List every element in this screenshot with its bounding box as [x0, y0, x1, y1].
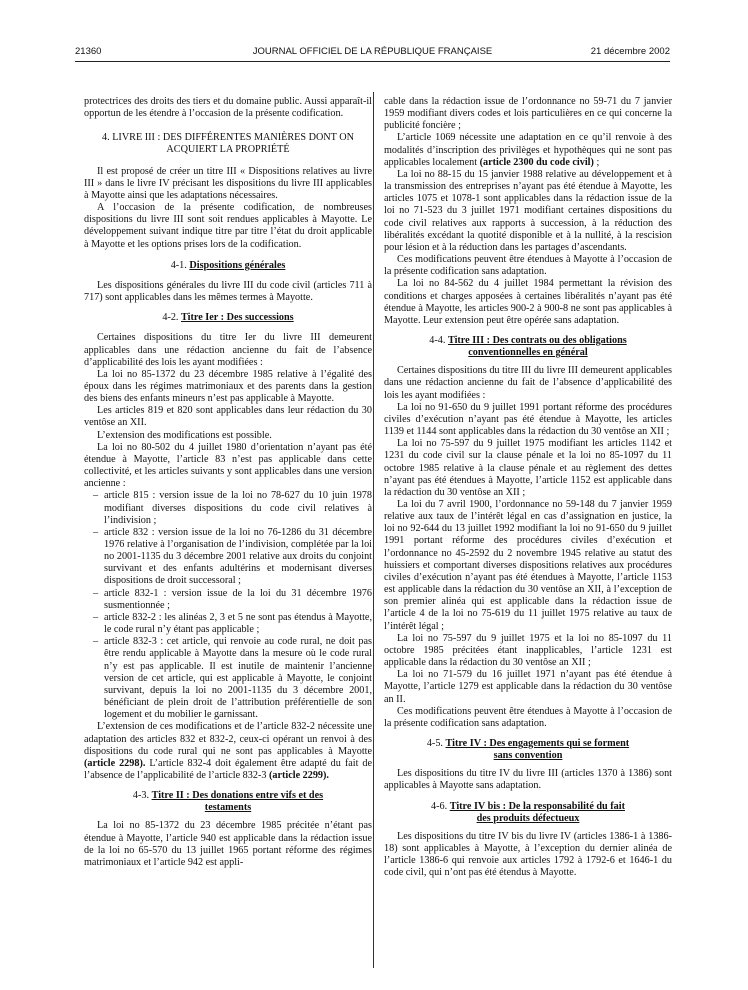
section-title: Titre III : Des contrats ou des obligations conventionnelles en général: [447, 334, 627, 359]
section-heading-4-5: [424, 738, 632, 762]
paragraph: La loi no 85-1372 du 23 décembre 1985 précitée n’étant pas étendue à Mayotte, l’article 940 est applicable dans la rédaction issue de la loi no 65-570 du 13 juillet 1965 portant réforme des régimes matrimoniaux et l’article 942 est appli-: [84, 820, 372, 868]
article-ref: (article 2298).: [84, 757, 146, 769]
section-number: 4-6.: [431, 800, 448, 812]
paragraph: La loi no 88-15 du 15 janvier 1988 relative au développement et à la transmission des entreprises n’ayant pas été étendue à Mayotte, les articles 1075 et 1078-1 sont applicables dans la rédaction issue de la loi no 71-523 du 3 juillet 1971 modifiant certaines dispositions du code civil relatives aux rapports à succession, à la réduction des libéralités excédant la quotité disponible et à la nullité, à la rescision pour lésion et à la réduction dans les partages d’ascendants.: [384, 168, 672, 253]
paragraph: protectrices des droits des tiers et du domaine public. Aussi apparaît-il opportun de les étendre à l’occasion de la présente codification.: [84, 96, 372, 120]
article-ref: (article 2300 du code civil): [479, 156, 594, 168]
paragraph: Les dispositions du titre IV du livre III (articles 1370 à 1386) sont applicables à Mayotte sans adaptation.: [384, 768, 672, 792]
paragraph: L’extension des modifications est possible.: [97, 429, 272, 441]
paragraph: Certaines dispositions du titre Ier du livre III demeurent applicables dans une rédaction ancienne du fait de l’absence d’applicabilité des lois les ayant modifiées :: [84, 332, 372, 368]
paragraph: La loi no 85-1372 du 23 décembre 1985 relative à l’égalité des époux dans les régimes matrimoniaux et des parents dans la gestion des biens des enfants mineurs n’est pas applicable à Mayotte.: [84, 368, 372, 405]
section-title: Titre IV bis : De la responsabilité du fait des produits défectueux: [449, 800, 625, 824]
right-column: [384, 96, 672, 880]
paragraph: Certaines dispositions du titre III du livre III demeurent applicables dans une rédaction ancienne du fait de l’absence d’applicabilité des lois les ayant modifiées :: [384, 365, 672, 401]
paragraph: La loi no 75-597 du 9 juillet 1975 modifiant les articles 1142 et 1231 du code civil sur la clause pénale et la loi no 85-1097 du 11 octobre 1985 relative à la clause pénale et au règlement des dettes n’ayant pas été étendues à Mayotte, l’article 1152 est applicable dans la rédaction du 30 ventôse an XII ;: [384, 438, 672, 498]
section-title: Dispositions générales: [189, 259, 286, 271]
section-heading-text: 4. LIVRE III : DES DIFFÉRENTES MANIÈRES DONT ON ACQUIERT LA PROPRIÉTÉ: [102, 132, 354, 156]
list-item: – article 832-1 : version issue de la loi du 31 décembre 1976 susmentionnée ;: [104, 588, 372, 612]
journal-title: JOURNAL OFFICIEL DE LA RÉPUBLIQUE FRANÇAISE: [252, 46, 493, 57]
section-heading-4: [96, 132, 360, 156]
section-heading-4-3: [124, 790, 332, 814]
section-heading-4-4: [414, 335, 642, 359]
column-divider: [373, 92, 374, 968]
text-run: L’extension de ces modifications et de l’article 832-2 nécessite une adaptation des articles 832 et 832-2, ceux-ci opérant un renvoi à des dispositions du code rural qui ne sont pas applicables à Mayotte: [84, 721, 372, 757]
paragraph: La loi no 75-597 du 9 juillet 1975 et la loi no 85-1097 du 11 octobre 1985 précitées étant inapplicables, l’article 1231 est applicable dans la rédaction du 30 ventôse an XII ;: [384, 632, 672, 669]
paragraph: [84, 721, 372, 782]
section-number: 4-1.: [170, 259, 187, 271]
paragraph: Il est proposé de créer un titre III « Dispositions relatives au livre III » dans le livre IV précisant les dispositions du livre III applicables à Mayotte ainsi que les adaptations nécessaires.: [84, 165, 372, 201]
paragraph: Les dispositions du titre IV bis du livre IV (articles 1386-1 à 1386-18) sont applicables à Mayotte, à l’exception du dernier alinéa de l’article 1386-6 qui renvoie aux articles 1792 à 1792-6 et 1646-1 du code civil, qui n’ont pas été étendus à Mayotte.: [384, 830, 672, 879]
text-run: L’article 832-4 doit également être adapté du fait de l’absence de l’applicabilité de l’article 832-3: [84, 757, 372, 781]
paragraph: Les articles 819 et 820 sont applicables dans leur rédaction du 30 ventôse an XII.: [84, 405, 372, 429]
left-column: [84, 96, 372, 869]
paragraph: La loi no 71-579 du 16 juillet 1971 n’ayant pas été étendue à Mayotte, l’article 1279 est applicable dans la rédaction du 30 ventôse an II.: [384, 669, 672, 705]
section-heading-4-1: [84, 260, 372, 272]
paragraph: Ces modifications peuvent être étendues à Mayotte à l’occasion de la présente codification sans adaptation.: [384, 254, 672, 278]
paragraph: Ces modifications peuvent être étendues à Mayotte à l’occasion de la présente codification sans adaptation.: [384, 705, 672, 729]
section-number: 4-2.: [162, 312, 179, 324]
section-title: Titre II : Des donations entre vifs et des testaments: [151, 790, 324, 814]
list-item: – article 815 : version issue de la loi no 78-627 du 10 juin 1978 modifiant diverses dispositions du code civil relatives à l’indivision ;: [104, 490, 372, 526]
paragraph: [384, 132, 672, 168]
article-list: [84, 490, 372, 721]
text-run: ;: [593, 156, 600, 168]
paragraph: La loi no 80-502 du 4 juillet 1980 d’orientation n’ayant pas été étendue à Mayotte, l’article 83 n’est pas applicable dans cette collectivité, et les articles suivants y sont applicables dans une version ancienne :: [84, 441, 372, 490]
list-item: – article 832 : version issue de la loi no 76-1286 du 31 décembre 1976 relative à l’organisation de l’indivision, complétée par la loi no 2001-1135 du 3 décembre 2001 relative aux droits du conjoint survivant et des enfants adultérins et modernisant diverses dispositions de droit successoral ;: [104, 527, 372, 588]
section-heading-4-2: [84, 312, 372, 324]
page-number: 21360: [75, 46, 102, 57]
list-item: – article 832-2 : les alinéas 2, 3 et 5 ne sont pas étendus à Mayotte, le code rural n’y étant pas applicable ;: [104, 612, 372, 636]
list-item: – article 832-3 : cet article, qui renvoie au code rural, ne doit pas être rendu applicable à Mayotte dans la mesure où le code rural n’y est pas applicable. Il est inutile de maintenir l’ancienne version de cet article, qui est applicable à Mayotte, le conjoint survivant, depuis la loi no 2001-1135 du 3 décembre 2001, bénéficiant de plein droit de l’attribution préférentielle de son logement et du mobilier le garnissant.: [104, 636, 372, 721]
section-title: Titre Ier : Des successions: [181, 312, 294, 324]
header-rule: [75, 61, 670, 62]
paragraph: La loi no 91-650 du 9 juillet 1991 portant réforme des procédures civiles d’exécution n’ayant pas été étendue à Mayotte, les articles 1139 et 1144 sont applicables dans la rédaction du 30 ventôse an XII ;: [384, 401, 672, 438]
section-number: 4-3.: [132, 790, 150, 802]
text-run: L’article 1069 nécessite une adaptation en ce qu’il renvoie à des modalités d’inscription des privilèges et hypothèques qui ne sont pas applicables localement: [384, 132, 672, 168]
paragraph: A l’occasion de la présente codification, de nombreuses dispositions du livre III sont soit rendues applicables à Mayotte. Le développement suivant indique titre par titre l’état du droit applicable à Mayotte et les options prises lors de la codification.: [84, 202, 372, 250]
article-ref: (article 2299).: [269, 769, 329, 781]
section-title: Titre IV : Des engagements qui se forment sans convention: [445, 737, 630, 762]
paragraph: La loi du 7 avril 1900, l’ordonnance no 59-148 du 7 janvier 1959 relative aux taux de l’intérêt légal en cas d’assignation en justice, la loi no 92-644 du 13 juillet 1992 modifiant la loi no 91-650 du 9 juillet 1991 portant réforme des procédures civiles d’exécution et l’ordonnance no 45-2592 du 2 novembre 1945 relative au statut des huissiers et comportant diverses dispositions relatives aux procédures civiles d’exécution n’ayant pas été étendues à Mayotte, l’article 1153 est applicable dans la rédaction du 30 ventôse an XII, à l’exception de son premier alinéa qui est applicable dans la rédaction issue de l’article 4 de la loi no 75-619 du 11 juillet 1975 relative au taux de l’intérêt légal ;: [384, 499, 672, 632]
section-number: 4-4.: [429, 334, 446, 346]
paragraph: Les dispositions générales du livre III du code civil (articles 711 à 717) sont applicables dans les mêmes termes à Mayotte.: [84, 279, 372, 304]
page-header: [75, 46, 670, 60]
section-heading-4-6: [424, 801, 632, 825]
section-number: 4-5.: [426, 737, 443, 749]
issue-date: 21 décembre 2002: [590, 46, 670, 57]
paragraph: La loi no 84-562 du 4 juillet 1984 permettant la révision des conditions et charges apposées à certaines libéralités n’ayant pas été étendue à Mayotte, les articles 900-2 à 900-8 ne sont pas applicables à Mayotte. Leur extension peut être opérée sans adaptation.: [384, 278, 672, 326]
paragraph: cable dans la rédaction issue de l’ordonnance no 59-71 du 7 janvier 1959 modifiant divers codes et lois particulières en ce qui concerne la publicité foncière ;: [384, 96, 672, 132]
